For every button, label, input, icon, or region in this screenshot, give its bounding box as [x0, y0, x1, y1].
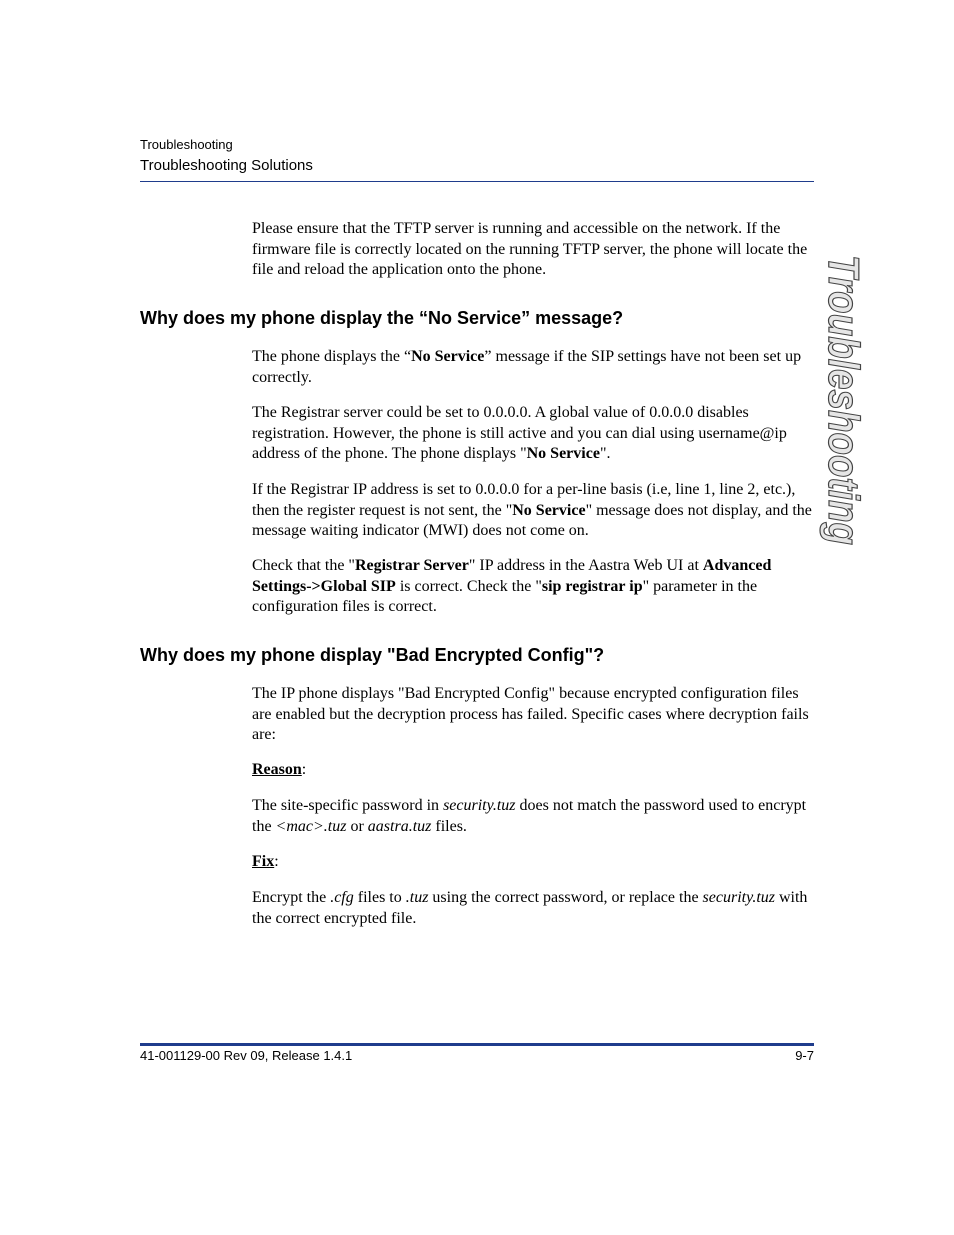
reason-paragraph: The site-specific password in security.tuz does not match the password used to encrypt the <mac>.tuz or aastra.tuz files. — [252, 797, 807, 835]
footer-page-number: 9-7 — [795, 1048, 814, 1063]
no-service-paragraph-2: The Registrar server could be set to 0.0.0.0. A global value of 0.0.0.0 disables registration. However, the phone is still active and you can dial using username@ip address of the phone. The phone displays "No Service". — [252, 404, 787, 462]
heading-no-service: Why does my phone display the “No Service” message? — [140, 308, 624, 328]
intro-paragraph: Please ensure that the TFTP server is running and accessible on the network. If the firmware file is correctly located on the running TFTP server, the phone will locate the file and reload the application onto the phone. — [252, 220, 808, 278]
no-service-paragraph-1: The phone displays the “No Service” message if the SIP settings have not been set up correctly. — [252, 348, 802, 386]
fix-label: Fix: — [252, 853, 279, 870]
running-header-chapter: Troubleshooting — [140, 137, 233, 152]
no-service-paragraph-3: If the Registrar IP address is set to 0.0.0.0 for a per-line basis (i.e, line 1, line 2, etc.), then the register request is not sent, the "No Service" message does not display, and the message waiting indicator (MWI) does not come on. — [252, 481, 812, 539]
reason-label: Reason: — [252, 761, 307, 778]
header-rule — [140, 181, 814, 182]
footer-rule — [140, 1043, 814, 1046]
heading-bad-encrypted-config: Why does my phone display "Bad Encrypted Config"? — [140, 645, 605, 665]
chapter-side-tab — [815, 255, 865, 545]
no-service-paragraph-4: Check that the "Registrar Server" IP address in the Aastra Web UI at Advanced Settings->Global SIP is correct. Check the "sip registrar ip" parameter in the configuration files is correct. — [252, 557, 772, 615]
fix-paragraph: Encrypt the .cfg files to .tuz using the correct password, or replace the security.tuz with the correct encrypted file. — [252, 889, 808, 927]
bad-config-paragraph-1: The IP phone displays "Bad Encrypted Config" because encrypted configuration files are enabled but the decryption process has failed. Specific cases where decryption fails are: — [252, 685, 809, 743]
running-header-section: Troubleshooting Solutions — [140, 157, 313, 174]
side-tab-label: Troubleshooting — [819, 255, 865, 545]
footer-doc-id: 41-001129-00 Rev 09, Release 1.4.1 — [140, 1048, 353, 1063]
